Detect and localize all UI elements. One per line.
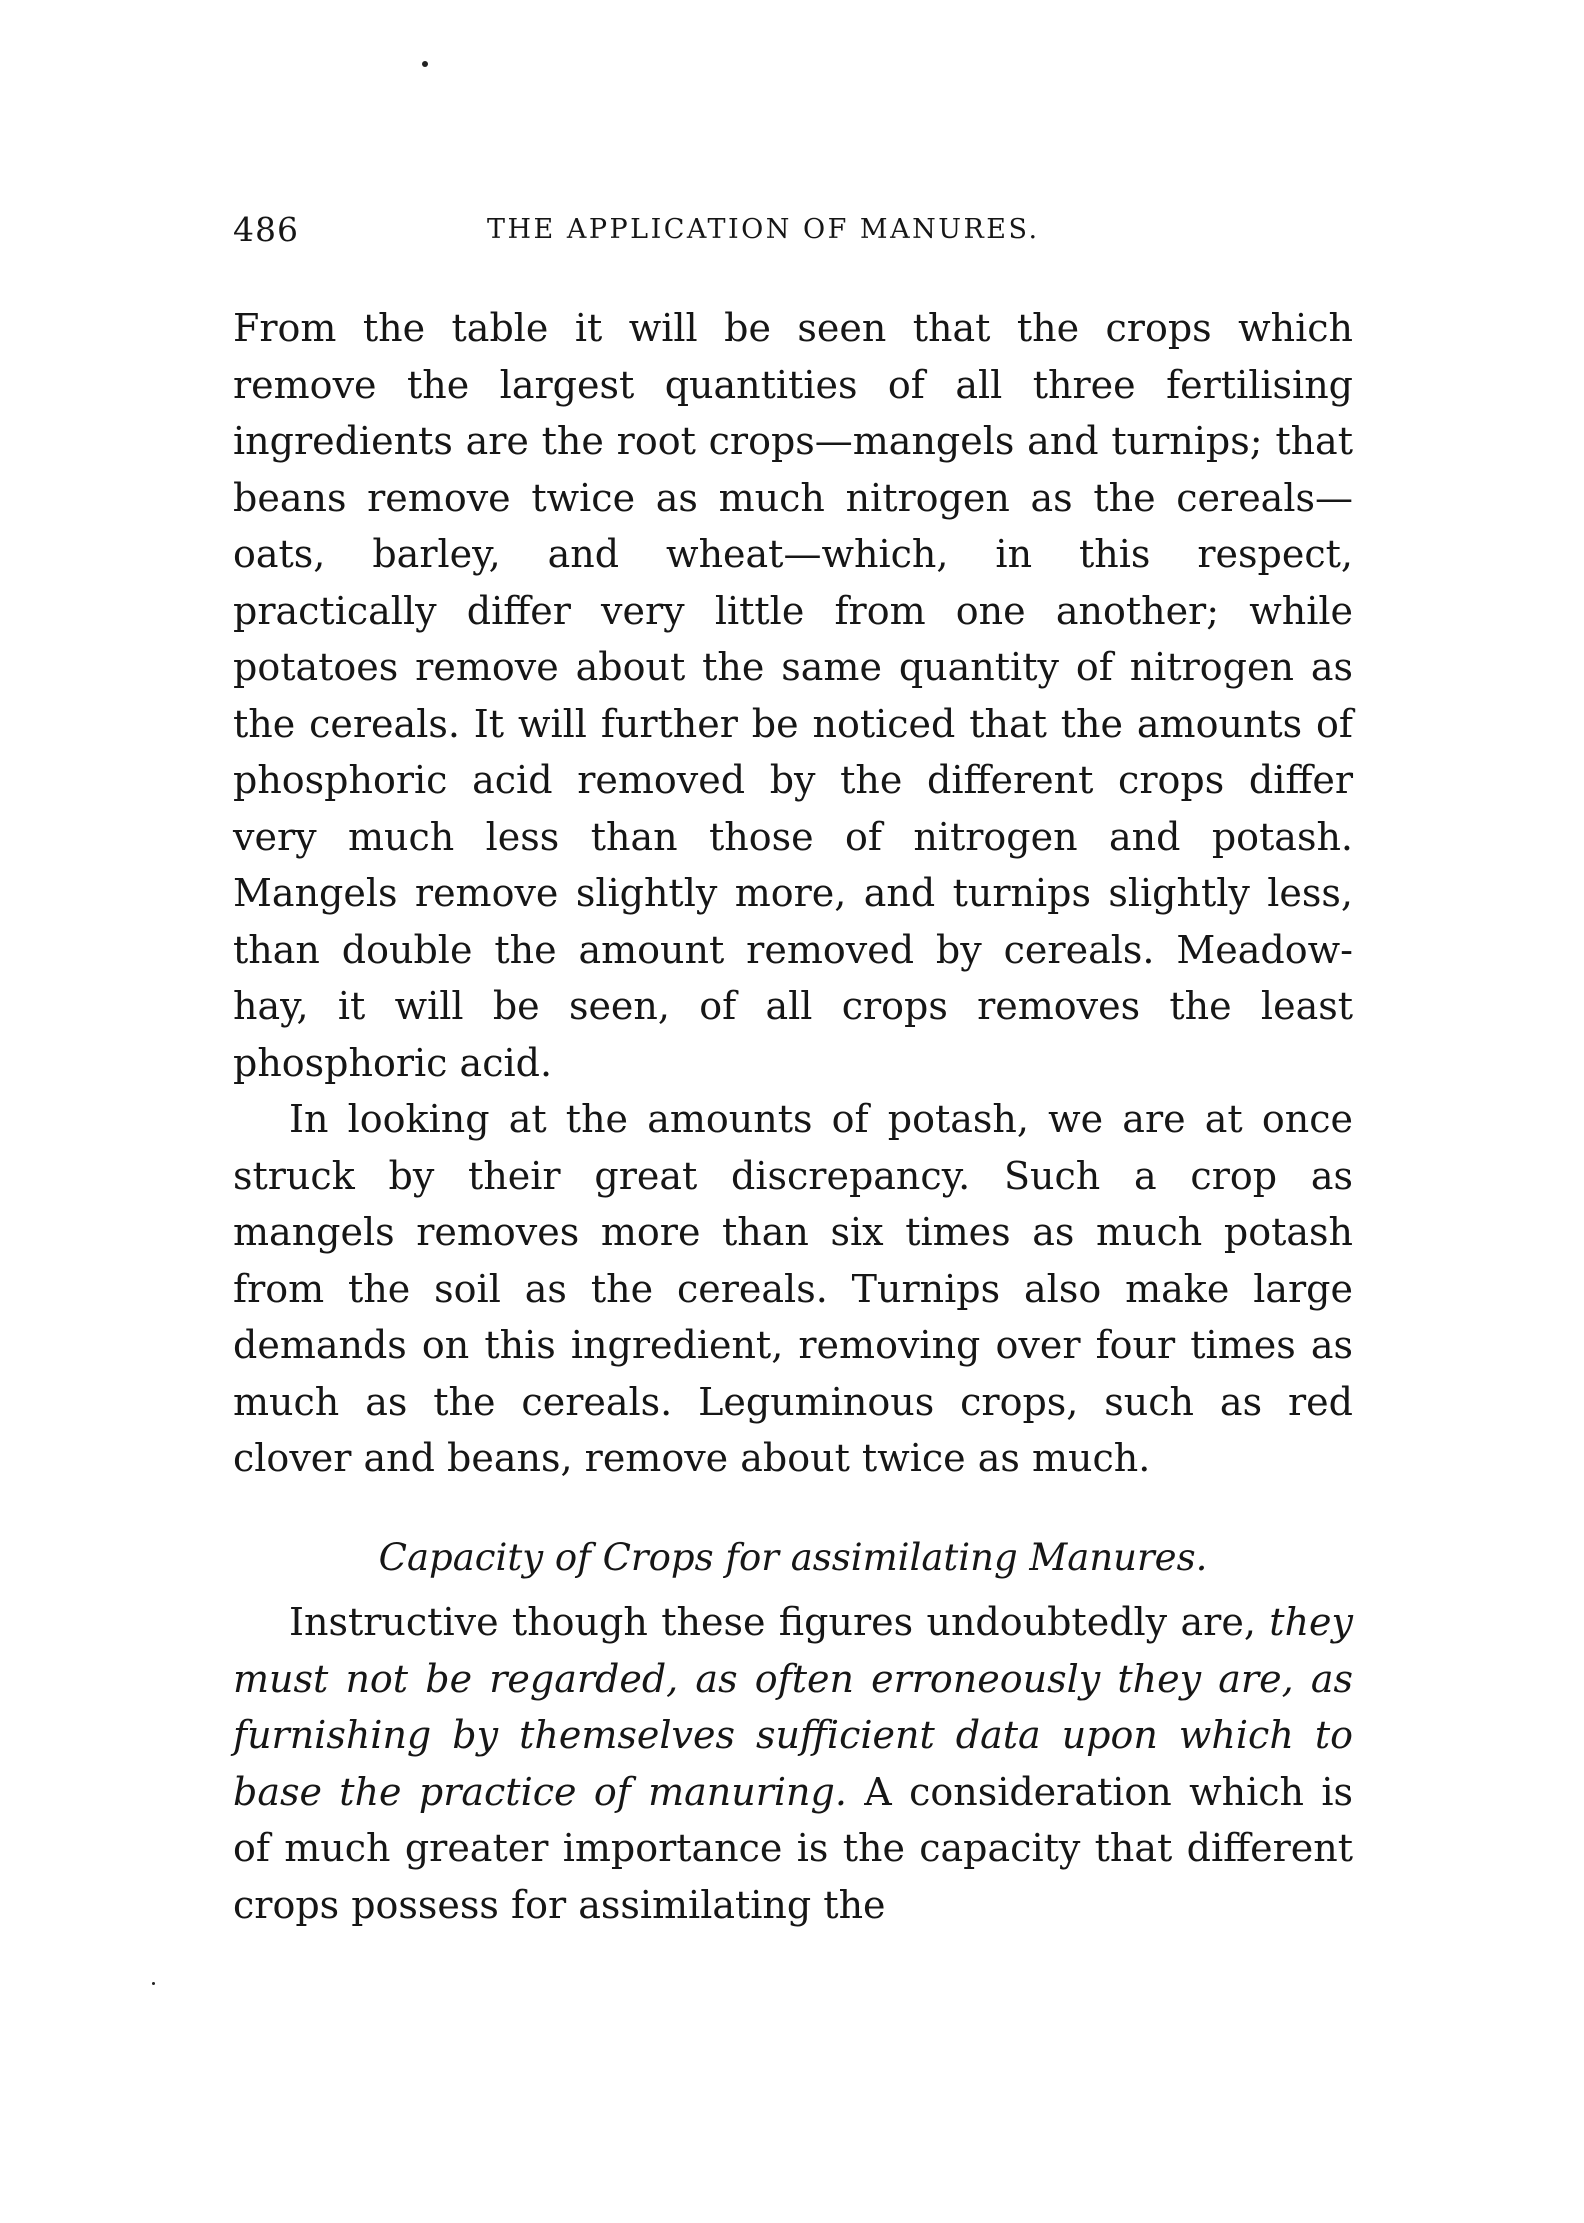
- paragraph-2: In looking at the amounts of potash, we are at once struck by their great discrepancy. Such a crop as mangels removes more than six times as much potash from the soil as the cereals. Turnips also make large demands on this ingredient, removing over four times as much as the cereals. Leguminous crops, such as red clover and beans, remove about twice as much.: [233, 1097, 1353, 1480]
- paragraph-3-emphasis: they must not be regarded, as often erroneously they are, as furnishing by themselves sufficient data upon which to base the practice of manuring.: [233, 1600, 1353, 1814]
- page-header: [233, 210, 1353, 260]
- paragraph-1: From the table it will be seen that the crops which remove the largest quantities of all three fertilising ingredients are the root crops—mangels and turnips; that beans remove twice as much nitrogen as the cereals—oats, barley, and wheat—which, in this respect, practically differ very little from one another; while potatoes remove about the same quantity of nitrogen as the cereals. It will further be noticed that the amounts of phosphoric acid removed by the different crops differ very much less than those of nitrogen and potash. Mangels remove slightly more, and turnips slightly less, than double the amount removed by cereals. Meadow-hay, it will be seen, of all crops removes the least phosphoric acid.: [233, 306, 1353, 1085]
- scan-speck: [152, 1982, 155, 1985]
- page-body: [233, 300, 1353, 1933]
- page-number: 486: [233, 210, 299, 249]
- section-heading: Capacity of Crops for assimilating Manures.: [378, 1535, 1208, 1579]
- paragraph-3: [233, 1594, 1353, 1933]
- paragraph-3-start: Instructive though these figures undoubtedly are,: [289, 1600, 1270, 1644]
- running-title: THE APPLICATION OF MANURES.: [487, 214, 1040, 245]
- paragraph-3-end: A consideration which is of much greater importance is the capacity that different crops possess for assimilating the: [233, 1769, 1353, 1927]
- scan-speck: [422, 61, 428, 67]
